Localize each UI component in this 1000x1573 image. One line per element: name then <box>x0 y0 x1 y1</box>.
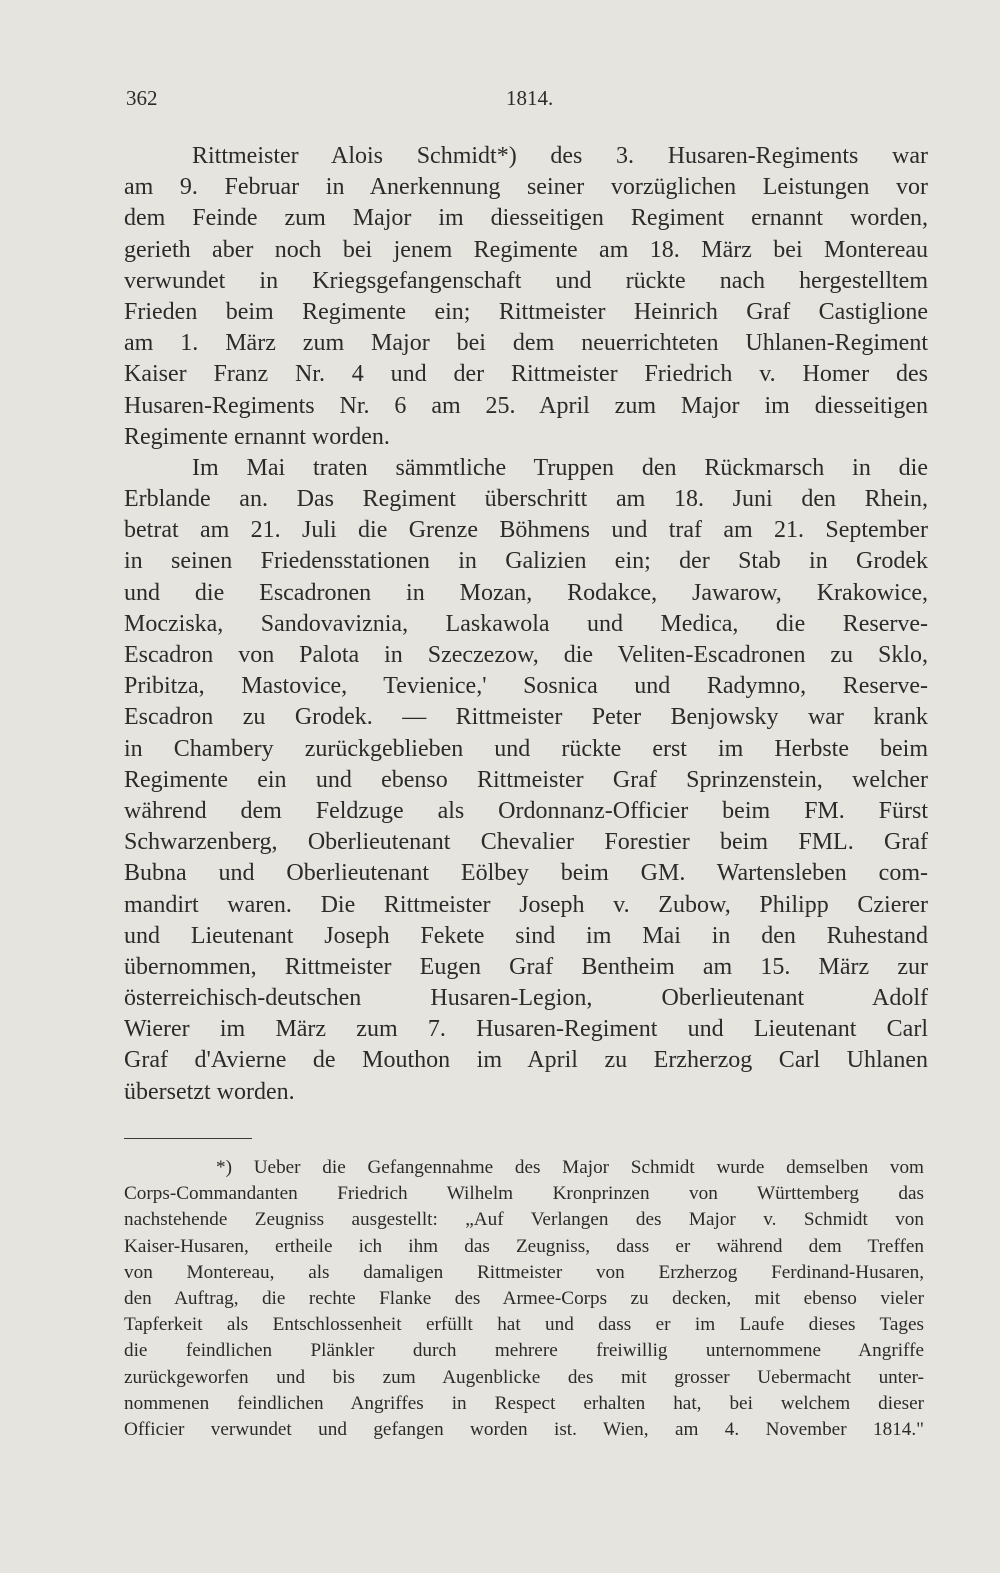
footnote-line: zurückgeworfen und bis zum Augenblicke des mit grosser Uebermacht unter- <box>124 1366 924 1388</box>
footnote-line: die feindlichen Plänkler durch mehrere freiwillig unternommene Angriffe <box>124 1340 924 1362</box>
text-line: Wierer im März zum 7. Husaren-Regiment und Lieutenant Carl <box>124 1016 928 1043</box>
text-line: Husaren-Regiments Nr. 6 am 25. April zum Major im diesseitigen <box>124 392 928 419</box>
text-line: und Lieutenant Joseph Fekete sind im Mai in den Ruhestand <box>124 922 928 949</box>
text-line: Rittmeister Alois Schmidt*) des 3. Husaren-Regiments war <box>192 143 928 169</box>
text-line: Regimente ein und ebenso Rittmeister Graf Sprinzenstein, welcher <box>124 766 928 793</box>
text-line: gerieth aber noch bei jenem Regimente am 18. März bei Montereau <box>124 236 928 263</box>
footnote-line: *) Ueber die Gefangennahme des Major Schmidt wurde demselben vom <box>216 1157 924 1178</box>
text-line: Graf d'Avierne de Mouthon im April zu Erzherzog Carl Uhlanen <box>124 1047 928 1074</box>
text-line: am 1. März zum Major bei dem neuerrichteten Uhlanen-Regiment <box>124 330 928 357</box>
text-line: und die Escadronen in Mozan, Rodakce, Jawarow, Krakowice, <box>124 579 928 606</box>
footnote <box>124 1155 924 1443</box>
text-line: verwundet in Kriegsgefangenschaft und rückte nach hergestelltem <box>124 267 928 294</box>
text-line: österreichisch-deutschen Husaren-Legion, Oberlieutenant Adolf <box>124 985 928 1012</box>
text-line: Kaiser Franz Nr. 4 und der Rittmeister Friedrich v. Homer des <box>124 361 928 388</box>
text-line: Mocziska, Sandovaviznia, Laskawola und Medica, die Reserve- <box>124 610 928 637</box>
running-head-year: 1814. <box>506 86 554 110</box>
main-text <box>124 141 928 1108</box>
footnote-line: Tapferkeit als Entschlossenheit erfüllt hat und dass er im Laufe dieses Tages <box>124 1314 924 1336</box>
text-line: Pribitza, Mastovice, Tevienice,' Sosnica und Radymno, Reserve- <box>124 673 928 700</box>
text-line: Escadron zu Grodek. — Rittmeister Peter Benjowsky war krank <box>124 704 928 731</box>
footnote-separator <box>124 1138 252 1139</box>
text-line: übersetzt worden. <box>124 1078 295 1105</box>
text-line: in seinen Friedensstationen in Galizien ein; der Stab in Grodek <box>124 548 928 575</box>
text-line: mandirt waren. Die Rittmeister Joseph v. Zubow, Philipp Czierer <box>124 891 928 918</box>
text-line: Im Mai traten sämmtliche Truppen den Rückmarsch in die <box>192 454 928 481</box>
text-line: am 9. Februar in Anerkennung seiner vorzüglichen Leistungen vor <box>124 174 928 201</box>
text-line: in Chambery zurückgeblieben und rückte erst im Herbste beim <box>124 735 928 762</box>
text-line: Bubna und Oberlieutenant Eölbey beim GM. Wartensleben com- <box>124 860 928 887</box>
text-line: Frieden beim Regimente ein; Rittmeister Heinrich Graf Castiglione <box>124 298 928 325</box>
text-line: Escadron von Palota in Szeczezow, die Veliten-Escadronen zu Sklo, <box>124 642 928 668</box>
footnote-line: nachstehende Zeugniss ausgestellt: „Auf Verlangen des Major v. Schmidt von <box>124 1209 924 1231</box>
text-line: während dem Feldzuge als Ordonnanz-Officier beim FM. Fürst <box>124 797 928 824</box>
text-line: Regimente ernannt worden. <box>124 423 390 450</box>
footnote-line: Kaiser-Husaren, ertheile ich ihm das Zeugniss, dass er während dem Treffen <box>124 1235 924 1257</box>
page-number: 362 <box>126 86 158 110</box>
text-line: Schwarzenberg, Oberlieutenant Chevalier Forestier beim FML. Graf <box>124 829 928 856</box>
text-line: dem Feinde zum Major im diesseitigen Regiment ernannt worden, <box>124 205 928 232</box>
footnote-line: den Auftrag, die rechte Flanke des Armee-Corps zu decken, mit ebenso vieler <box>124 1287 924 1309</box>
footnote-line: von Montereau, als damaligen Rittmeister von Erzherzog Ferdinand-Husaren, <box>124 1261 924 1283</box>
footnote-line: Officier verwundet und gefangen worden ist. Wien, am 4. November 1814." <box>124 1418 924 1440</box>
text-line: Erblande an. Das Regiment überschritt am 18. Juni den Rhein, <box>124 486 928 513</box>
text-line: übernommen, Rittmeister Eugen Graf Bentheim am 15. März zur <box>124 953 928 980</box>
footnote-line: Corps-Commandanten Friedrich Wilhelm Kronprinzen von Württemberg das <box>124 1183 924 1205</box>
text-line: betrat am 21. Juli die Grenze Böhmens und traf am 21. September <box>124 517 928 544</box>
footnote-line: nommenen feindlichen Angriffes in Respect erhalten hat, bei welchem dieser <box>124 1392 924 1414</box>
page-header <box>126 86 926 120</box>
